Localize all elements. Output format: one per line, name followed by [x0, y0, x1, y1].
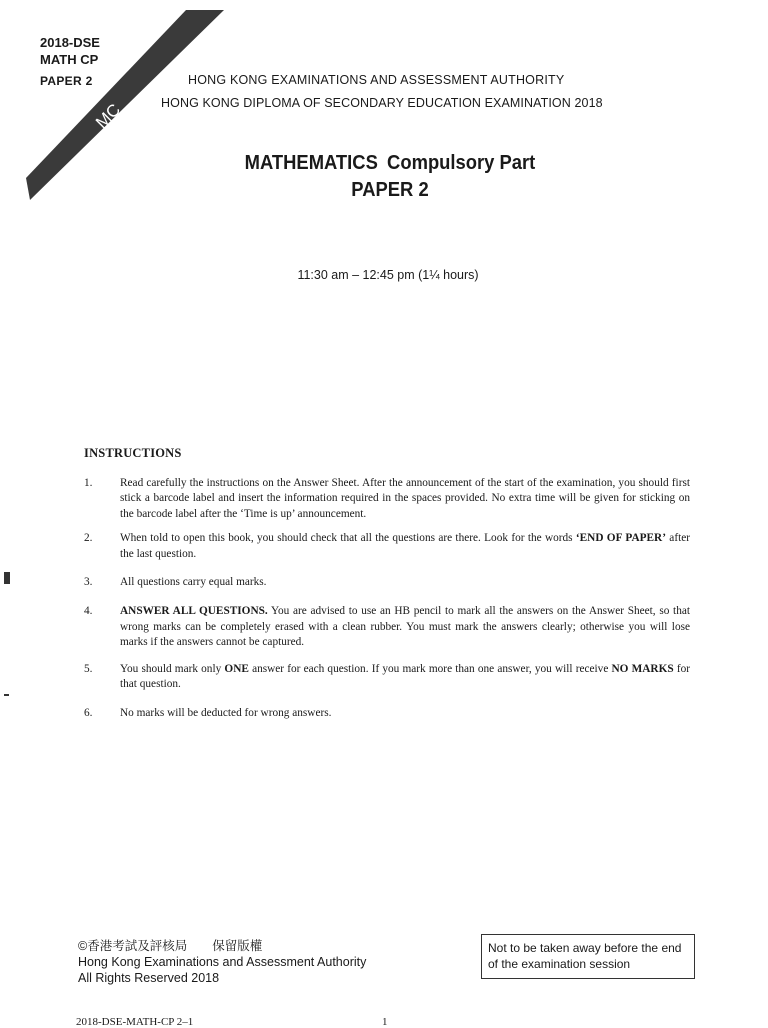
- instruction-item: [80, 531, 690, 562]
- instruction-emphasis: NO MARKS: [611, 662, 674, 675]
- notice-box: Not to be taken away before the end of the examination session: [481, 934, 695, 979]
- instruction-text-part: after the last question.: [120, 532, 690, 560]
- subject-code: MATH CP: [40, 52, 99, 67]
- title-paper: PAPER 2: [351, 179, 429, 201]
- page-code: 2018-DSE-MATH-CP 2–1: [76, 1016, 194, 1028]
- instruction-item: [80, 662, 690, 693]
- instruction-number: 2.: [84, 532, 93, 545]
- authority-name: HONG KONG EXAMINATIONS AND ASSESSMENT AUTHORITY: [188, 73, 565, 87]
- instruction-number: 6.: [84, 707, 93, 720]
- instruction-number: 5.: [84, 662, 93, 675]
- instruction-text: No marks will be deducted for wrong answers.: [120, 707, 332, 720]
- instructions-heading: INSTRUCTIONS: [84, 446, 182, 460]
- instruction-item: [80, 604, 690, 650]
- instruction-item: [80, 706, 690, 721]
- band-label: MC: [92, 100, 125, 133]
- instruction-emphasis: ONE: [224, 662, 249, 675]
- copyright-english: Hong Kong Examinations and Assessment Authority: [78, 955, 367, 969]
- instruction-number: 1.: [84, 477, 93, 489]
- instruction-text-part: You are advised to use an HB pencil to mark all the answers on the Answer Sheet, so that wrong marks can be completely erased with a clean rubber. You must mark the answers clearly; otherwise you will lose marks if the answers cannot be captured.: [120, 605, 690, 649]
- instruction-text: All questions carry equal marks.: [120, 576, 267, 589]
- instruction-number: 3.: [84, 576, 93, 589]
- copyright-block: [78, 938, 366, 986]
- instruction-text: [120, 604, 690, 650]
- instruction-text-part: You should mark only: [120, 662, 225, 675]
- page-number: 1: [382, 1016, 388, 1028]
- exam-code: 2018-DSE: [40, 35, 100, 50]
- instructions-list: [80, 476, 690, 722]
- instruction-text: Read carefully the instructions on the Answer Sheet. After the announcement of the start of the examination, you should first stick a barcode label and insert the information required in the spaces provided. No extra time will be given for sticking on the barcode label after the ‘Time is up’ announcement.: [120, 477, 690, 520]
- instruction-emphasis: ANSWER ALL QUESTIONS.: [120, 605, 268, 618]
- instruction-text: [120, 531, 690, 562]
- scan-mark: [4, 572, 10, 584]
- instruction-text: [120, 662, 690, 693]
- instruction-text-part: for that question.: [120, 662, 691, 691]
- scan-mark: [4, 694, 9, 696]
- instruction-text-part: When told to open this book, you should check that all the questions are there. Look for the words: [120, 532, 576, 545]
- copyright-chinese: ©香港考試及評核局 保留版權: [78, 939, 263, 953]
- title-block: [0, 152, 768, 202]
- rights-reserved: All Rights Reserved 2018: [78, 971, 220, 985]
- instruction-text-part: answer for each question. If you mark more than one answer, you will receive: [248, 662, 612, 675]
- paper-code: PAPER 2: [40, 74, 93, 88]
- exam-name: HONG KONG DIPLOMA OF SECONDARY EDUCATION EXAMINATION 2018: [161, 96, 603, 110]
- instruction-item: [80, 476, 690, 522]
- instruction-emphasis: ‘END OF PAPER’: [575, 532, 666, 545]
- instruction-item: [80, 575, 690, 590]
- exam-time: 11:30 am – 12:45 pm (1¼ hours): [297, 268, 479, 282]
- title-part: Compulsory Part: [387, 152, 536, 174]
- title-subject: MATHEMATICS: [244, 152, 378, 174]
- page-title: [245, 152, 536, 175]
- instruction-number: 4.: [84, 605, 93, 618]
